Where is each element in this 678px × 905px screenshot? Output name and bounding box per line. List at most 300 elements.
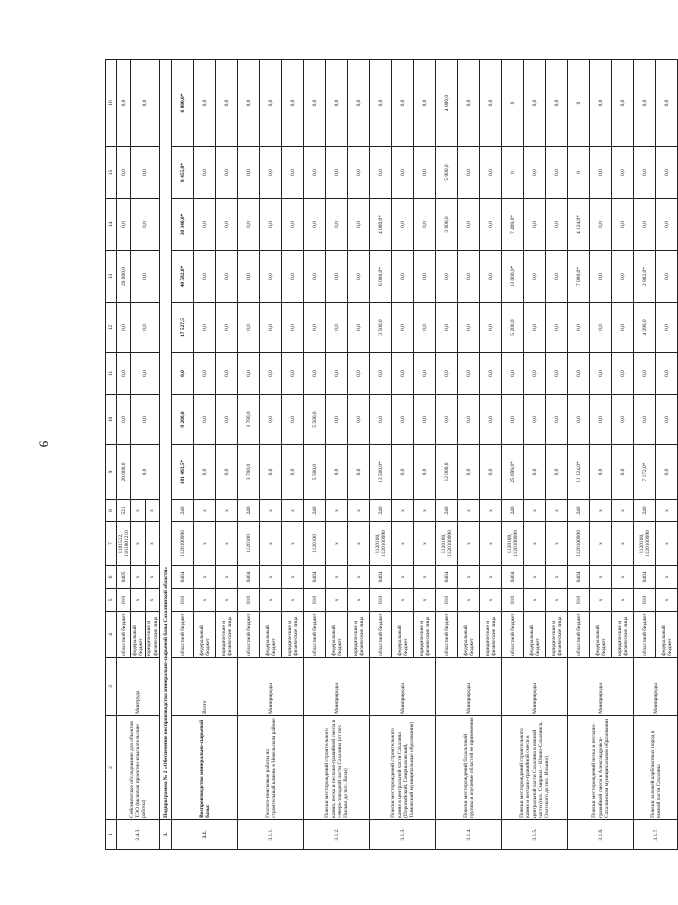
amount-cell: 0,0 bbox=[414, 199, 436, 251]
amount-cell: 0,0 bbox=[326, 445, 348, 500]
funding-source: областной бюджет bbox=[436, 612, 458, 658]
target-code: 1120100, 1120100990 bbox=[634, 522, 656, 566]
measure-name: Воспроизводство минерально-сырьевой базы: bbox=[172, 716, 238, 820]
target-code: 1120100, 1120100990 bbox=[370, 522, 392, 566]
target-code: x bbox=[131, 522, 145, 566]
section-code: x bbox=[145, 566, 159, 589]
target-code: 1120100, 1120100990 bbox=[502, 522, 524, 566]
amount-cell: 0,0 bbox=[194, 199, 216, 251]
amount-cell: 0,0 bbox=[524, 395, 546, 445]
amount-cell: 0,0 bbox=[634, 60, 656, 147]
measure-name: Поиски месторождений строительного камня в центральной части Сахалина (Поронайский, Смирныховский, Тымовский муниципальные образования) bbox=[370, 716, 436, 820]
amount-cell: 0,0 bbox=[282, 60, 304, 147]
amount-cell: 0,0 bbox=[194, 147, 216, 199]
amount-cell: 0,0 bbox=[282, 395, 304, 445]
table-row bbox=[502, 60, 524, 850]
amount-cell: 0 bbox=[568, 60, 590, 147]
amount-cell: 0,0 bbox=[194, 445, 216, 500]
amount-cell: 0,0 bbox=[370, 395, 392, 445]
funding-source: областной бюджет bbox=[238, 612, 260, 658]
executor: Минприроды bbox=[370, 658, 436, 716]
amount-cell: 0,0 bbox=[131, 395, 160, 445]
section-code: x bbox=[590, 566, 612, 589]
budget-table bbox=[105, 59, 678, 850]
column-number: 12 bbox=[106, 303, 117, 353]
amount-cell: 0,0 bbox=[216, 60, 238, 147]
target-code: 1120100, 1120100990 bbox=[436, 522, 458, 566]
column-number: 16 bbox=[106, 60, 117, 147]
amount-cell: 0,0 bbox=[414, 395, 436, 445]
amount-cell: 0,0 bbox=[216, 353, 238, 395]
expense-type-code: x bbox=[194, 500, 216, 522]
grbs-code: x bbox=[458, 589, 480, 612]
column-number: 14 bbox=[106, 199, 117, 251]
section-code: 0404 bbox=[568, 566, 590, 589]
amount-cell: 7 000,0* bbox=[568, 251, 590, 303]
section-code: x bbox=[194, 566, 216, 589]
measure-name: Геолого-поисковые работы на строительный камень в Невельском районе bbox=[238, 716, 304, 820]
expense-type-code: x bbox=[612, 500, 634, 522]
row-number: 3.1.7. bbox=[634, 820, 678, 850]
amount-cell: 0,0 bbox=[131, 199, 160, 251]
amount-cell: 0,0 bbox=[282, 445, 304, 500]
amount-cell: 3 700,0 bbox=[238, 445, 260, 500]
amount-cell: 0,0 bbox=[458, 303, 480, 353]
amount-cell: 0,0 bbox=[656, 445, 678, 500]
amount-cell: 25 699,0* bbox=[502, 445, 524, 500]
section-code: 0404 bbox=[238, 566, 260, 589]
amount-cell: 0,0 bbox=[480, 353, 502, 395]
amount-cell: 0,0 bbox=[656, 199, 678, 251]
amount-cell: 0,0 bbox=[458, 60, 480, 147]
funding-source: юридические и физические лица bbox=[348, 612, 370, 658]
amount-cell: 20 000,0 bbox=[117, 445, 131, 500]
row-number: 2.4.3. bbox=[117, 820, 160, 850]
section-number: 3. bbox=[160, 820, 172, 850]
column-number: 15 bbox=[106, 147, 117, 199]
funding-source: областной бюджет bbox=[568, 612, 590, 658]
table-row bbox=[304, 60, 326, 850]
amount-cell: 0,0 bbox=[260, 303, 282, 353]
amount-cell: 0,0 bbox=[612, 60, 634, 147]
table-row bbox=[568, 60, 590, 850]
amount-cell: 0,0 bbox=[414, 353, 436, 395]
amount-cell: 0,0 bbox=[326, 147, 348, 199]
target-code: 1120100990 bbox=[568, 522, 590, 566]
funding-source: федеральный бюджет bbox=[260, 612, 282, 658]
amount-cell: 0,0 bbox=[117, 303, 131, 353]
expense-type-code: x bbox=[458, 500, 480, 522]
amount-cell: 0,0 bbox=[590, 147, 612, 199]
amount-cell: 7 172,0* bbox=[634, 445, 656, 500]
target-code: 1120100 bbox=[304, 522, 326, 566]
funding-source: юридические и физические лица bbox=[282, 612, 304, 658]
grbs-code: x bbox=[546, 589, 568, 612]
amount-cell: 0,0 bbox=[656, 353, 678, 395]
amount-cell: 0,0 bbox=[370, 147, 392, 199]
executor: Минприроды bbox=[238, 658, 304, 716]
amount-cell: 0,0 bbox=[414, 147, 436, 199]
amount-cell: 0,0 bbox=[131, 445, 160, 500]
amount-cell: 0,0 bbox=[348, 199, 370, 251]
amount-cell: 0,0 bbox=[216, 251, 238, 303]
amount-cell: 0 bbox=[502, 147, 524, 199]
section-code: x bbox=[260, 566, 282, 589]
executor: Минприроды bbox=[568, 658, 634, 716]
grbs-code: x bbox=[131, 589, 145, 612]
section-row bbox=[160, 60, 172, 850]
funding-source: юридические и физические лица bbox=[612, 612, 634, 658]
section-code: 0404 bbox=[502, 566, 524, 589]
amount-cell: 13 500,0* bbox=[370, 445, 392, 500]
target-code: x bbox=[216, 522, 238, 566]
amount-cell: 0,0 bbox=[656, 303, 678, 353]
amount-cell: 0,0 bbox=[524, 147, 546, 199]
amount-cell: 0,0 bbox=[260, 251, 282, 303]
amount-cell: 0,0 bbox=[546, 445, 568, 500]
section-title: Подпрограмма № 2 «Обеспечение воспроизводства минерально-сырьевой базы Сахалинской области» bbox=[160, 60, 172, 820]
amount-cell: 0,0 bbox=[304, 147, 326, 199]
grbs-code: 010 bbox=[172, 589, 194, 612]
expense-type-code: x bbox=[414, 500, 436, 522]
amount-cell: 0,0 bbox=[260, 353, 282, 395]
executor: Минприроды bbox=[436, 658, 502, 716]
amount-cell: 0,0 bbox=[612, 353, 634, 395]
expense-type-code: 240 bbox=[238, 500, 260, 522]
target-code: x bbox=[480, 522, 502, 566]
grbs-code: x bbox=[326, 589, 348, 612]
amount-cell: 17 527,5 bbox=[172, 303, 194, 353]
expense-type-code: x bbox=[524, 500, 546, 522]
amount-cell: 0,0 bbox=[238, 303, 260, 353]
amount-cell: 0,0 bbox=[612, 251, 634, 303]
funding-source: юридические и физические лица bbox=[414, 612, 436, 658]
amount-cell: 0,0 bbox=[414, 445, 436, 500]
expense-type-code: 240 bbox=[502, 500, 524, 522]
section-code: 0404 bbox=[634, 566, 656, 589]
amount-cell: 0,0 bbox=[524, 60, 546, 147]
funding-source: юридические и физические лица bbox=[216, 612, 238, 658]
amount-cell: 0,0 bbox=[117, 60, 131, 147]
amount-cell: 6 000,0* bbox=[172, 60, 194, 147]
section-code: 0404 bbox=[436, 566, 458, 589]
amount-cell: 0,0 bbox=[392, 395, 414, 445]
funding-source: юридические и физические лица bbox=[145, 612, 159, 658]
amount-cell: 0,0 bbox=[348, 60, 370, 147]
target-code: 1120100 bbox=[238, 522, 260, 566]
section-code: x bbox=[524, 566, 546, 589]
amount-cell: 0,0 bbox=[194, 395, 216, 445]
amount-cell: 0,0 bbox=[131, 251, 160, 303]
amount-cell: 0,0 bbox=[392, 251, 414, 303]
amount-cell: 2 882,0* bbox=[634, 251, 656, 303]
amount-cell: 30 340,0* bbox=[172, 199, 194, 251]
amount-cell: 0,0 bbox=[414, 251, 436, 303]
amount-cell: 0,0 bbox=[634, 353, 656, 395]
amount-cell: 0,0 bbox=[370, 60, 392, 147]
expense-type-code: 240 bbox=[634, 500, 656, 522]
grbs-code: x bbox=[414, 589, 436, 612]
grbs-code: 010 bbox=[117, 589, 131, 612]
amount-cell: 0,0 bbox=[117, 353, 131, 395]
amount-cell: 0,0 bbox=[260, 395, 282, 445]
amount-cell: 0 bbox=[568, 147, 590, 199]
funding-source: областной бюджет bbox=[117, 612, 131, 658]
expense-type-code: x bbox=[326, 500, 348, 522]
amount-cell: 4 000,0* bbox=[370, 199, 392, 251]
amount-cell: 0,0 bbox=[194, 60, 216, 147]
amount-cell: 0,0 bbox=[568, 395, 590, 445]
target-code: x bbox=[656, 522, 678, 566]
column-number: 10 bbox=[106, 395, 117, 445]
target-code: x bbox=[145, 522, 159, 566]
grbs-code: 010 bbox=[370, 589, 392, 612]
amount-cell: 0,0 bbox=[117, 199, 131, 251]
amount-cell: 0,0 bbox=[260, 445, 282, 500]
amount-cell: 0,0 bbox=[194, 353, 216, 395]
amount-cell: 0,0 bbox=[392, 445, 414, 500]
amount-cell: 0,0 bbox=[392, 147, 414, 199]
target-code: x bbox=[458, 522, 480, 566]
column-number: 4 bbox=[106, 612, 117, 658]
amount-cell: 0,0 bbox=[458, 251, 480, 303]
amount-cell: 0,0 bbox=[326, 251, 348, 303]
amount-cell: 13 000,0* bbox=[502, 251, 524, 303]
funding-source: федеральный бюджет bbox=[326, 612, 348, 658]
amount-cell: 0,0 bbox=[568, 303, 590, 353]
grbs-code: x bbox=[260, 589, 282, 612]
grbs-code: x bbox=[145, 589, 159, 612]
table-row bbox=[634, 60, 656, 850]
section-code: x bbox=[458, 566, 480, 589]
section-code: x bbox=[546, 566, 568, 589]
grbs-code: 010 bbox=[238, 589, 260, 612]
amount-cell: 0,0 bbox=[326, 199, 348, 251]
amount-cell: 0,0 bbox=[348, 303, 370, 353]
amount-cell: 3 700,0 bbox=[238, 395, 260, 445]
row-number: 3.1. bbox=[172, 820, 238, 850]
expense-type-code: x bbox=[145, 500, 159, 522]
amount-cell: 0,0 bbox=[348, 147, 370, 199]
amount-cell: 0,0 bbox=[612, 395, 634, 445]
target-code: x bbox=[546, 522, 568, 566]
section-code: x bbox=[216, 566, 238, 589]
grbs-code: x bbox=[656, 589, 678, 612]
amount-cell: 0,0 bbox=[480, 60, 502, 147]
funding-source: областной бюджет bbox=[634, 612, 656, 658]
expense-type-code: x bbox=[216, 500, 238, 522]
amount-cell: 0,0 bbox=[480, 445, 502, 500]
column-number: 1 bbox=[106, 820, 117, 850]
amount-cell: 0,0 bbox=[260, 147, 282, 199]
amount-cell: 0,0 bbox=[546, 251, 568, 303]
amount-cell: 0,0 bbox=[282, 353, 304, 395]
grbs-code: 010 bbox=[568, 589, 590, 612]
amount-cell: 0,0 bbox=[436, 251, 458, 303]
amount-cell: 0,0 bbox=[238, 147, 260, 199]
column-number: 7 bbox=[106, 522, 117, 566]
row-number: 3.1.6. bbox=[568, 820, 634, 850]
section-code: x bbox=[656, 566, 678, 589]
section-code: x bbox=[348, 566, 370, 589]
column-number: 8 bbox=[106, 500, 117, 522]
measure-name: Поиски залежей карбонатных пород в южной части Сахалина bbox=[634, 716, 678, 820]
amount-cell: 0,0 bbox=[282, 303, 304, 353]
amount-cell: 0,0 bbox=[436, 395, 458, 445]
amount-cell: 0,0 bbox=[326, 353, 348, 395]
amount-cell: 11 124,0* bbox=[568, 445, 590, 500]
funding-source: областной бюджет bbox=[172, 612, 194, 658]
amount-cell: 0,0 bbox=[414, 303, 436, 353]
amount-cell: 0,0 bbox=[480, 147, 502, 199]
amount-cell: 5 500,0 bbox=[304, 445, 326, 500]
amount-cell: 0,0 bbox=[480, 199, 502, 251]
amount-cell: 0,0 bbox=[458, 395, 480, 445]
table-row bbox=[436, 60, 458, 850]
amount-cell: 0,0 bbox=[348, 395, 370, 445]
amount-cell: 0 bbox=[502, 60, 524, 147]
amount-cell: 0,0 bbox=[282, 147, 304, 199]
budget-table-sheet bbox=[105, 60, 673, 850]
amount-cell: 0,0 bbox=[502, 395, 524, 445]
expense-type-code: 240 bbox=[370, 500, 392, 522]
amount-cell: 0,0 bbox=[131, 60, 160, 147]
amount-cell: 0,0 bbox=[524, 199, 546, 251]
amount-cell: 0,0 bbox=[194, 251, 216, 303]
grbs-code: x bbox=[216, 589, 238, 612]
amount-cell: 5 000,0 bbox=[436, 147, 458, 199]
table-row bbox=[117, 60, 131, 850]
grbs-code: 010 bbox=[436, 589, 458, 612]
table-row bbox=[238, 60, 260, 850]
grbs-code: x bbox=[612, 589, 634, 612]
amount-cell: 0,0 bbox=[326, 395, 348, 445]
executor: Минприроды bbox=[634, 658, 678, 716]
amount-cell: 0,0 bbox=[370, 353, 392, 395]
amount-cell: 0,0 bbox=[480, 395, 502, 445]
expense-type-code: x bbox=[131, 500, 145, 522]
target-code: x bbox=[348, 522, 370, 566]
measure-name: Поиски месторождений строительного камня и песчано-гравийной смеси в центральной части Сахалина в южной части (пос. Смирных – Южно-Сахалинск, Охотского до пос. Ильино) bbox=[502, 716, 568, 820]
amount-cell: 0,0 bbox=[414, 60, 436, 147]
amount-cell: 0,0 bbox=[634, 199, 656, 251]
amount-cell: 0,0 bbox=[282, 199, 304, 251]
amount-cell: 0,0 bbox=[546, 199, 568, 251]
row-number: 3.1.5. bbox=[502, 820, 568, 850]
funding-source: юридические и физические лица bbox=[546, 612, 568, 658]
amount-cell: 0,0 bbox=[304, 353, 326, 395]
amount-cell: 0,0 bbox=[260, 60, 282, 147]
measure-name: Сейсмическое обследование для объектов ТЭО (включая проектно-изыскательские работы) bbox=[117, 716, 160, 820]
amount-cell: 40 582,0* bbox=[172, 251, 194, 303]
amount-cell: 0,0 bbox=[131, 353, 160, 395]
amount-cell: 0,0 bbox=[524, 251, 546, 303]
column-number: 2 bbox=[106, 716, 117, 820]
funding-source: федеральный бюджет bbox=[194, 612, 216, 658]
amount-cell: 0,0 bbox=[348, 445, 370, 500]
amount-cell: 0,0 bbox=[590, 303, 612, 353]
amount-cell: 0,0 bbox=[304, 60, 326, 147]
amount-cell: 0,0 bbox=[458, 353, 480, 395]
expense-type-code: 240 bbox=[304, 500, 326, 522]
amount-cell: 0,0 bbox=[546, 147, 568, 199]
amount-cell: 0,0 bbox=[436, 353, 458, 395]
amount-cell: 0,0 bbox=[656, 60, 678, 147]
amount-cell: 0,0 bbox=[546, 60, 568, 147]
amount-cell: 0,0 bbox=[612, 147, 634, 199]
amount-cell: 0,0 bbox=[612, 199, 634, 251]
measure-name: Поиски месторождений строительного камня, песка и песчано-гравийной смеси в северо-западной части Сахалина (от пос. Пильво до пос. Вахи) bbox=[304, 716, 370, 820]
amount-cell: 0,0 bbox=[131, 303, 160, 353]
expense-type-code: x bbox=[546, 500, 568, 522]
amount-cell: 0,0 bbox=[590, 445, 612, 500]
amount-cell: 0,0 bbox=[502, 353, 524, 395]
expense-type-code: x bbox=[348, 500, 370, 522]
amount-cell: 12 000,0 bbox=[436, 445, 458, 500]
grbs-code: x bbox=[480, 589, 502, 612]
amount-cell: 0,0 bbox=[260, 199, 282, 251]
amount-cell: 0,0 bbox=[117, 395, 131, 445]
amount-cell: 9 200,0 bbox=[172, 395, 194, 445]
column-number-row bbox=[106, 60, 117, 850]
target-code: 1120100990 bbox=[172, 522, 194, 566]
expense-type-code: x bbox=[480, 500, 502, 522]
amount-cell: 0,0 bbox=[392, 60, 414, 147]
amount-cell: 0,0 bbox=[546, 395, 568, 445]
row-number: 3.1.2. bbox=[304, 820, 370, 850]
amount-cell: 0,0 bbox=[392, 303, 414, 353]
section-code: x bbox=[612, 566, 634, 589]
amount-cell: 0,0 bbox=[546, 353, 568, 395]
amount-cell: 0,0 bbox=[546, 303, 568, 353]
column-number: 9 bbox=[106, 445, 117, 500]
amount-cell: 0,0 bbox=[117, 147, 131, 199]
expense-type-code: x bbox=[590, 500, 612, 522]
amount-cell: 4 290,0 bbox=[634, 303, 656, 353]
amount-cell: 0,0 bbox=[634, 395, 656, 445]
amount-cell: 0,0 bbox=[392, 353, 414, 395]
amount-cell: 0,0 bbox=[590, 60, 612, 147]
section-code: x bbox=[326, 566, 348, 589]
target-code: x bbox=[414, 522, 436, 566]
amount-cell: 0,0 bbox=[348, 353, 370, 395]
grbs-code: 010 bbox=[502, 589, 524, 612]
amount-cell: 0,0 bbox=[524, 303, 546, 353]
section-code: x bbox=[392, 566, 414, 589]
amount-cell: 0,0 bbox=[304, 303, 326, 353]
funding-source: федеральный бюджет bbox=[524, 612, 546, 658]
amount-cell: 0,0 bbox=[524, 445, 546, 500]
amount-cell: 0,0 bbox=[480, 303, 502, 353]
expense-type-code: x bbox=[392, 500, 414, 522]
section-code: 0404 bbox=[172, 566, 194, 589]
amount-cell: 0,0 bbox=[392, 199, 414, 251]
amount-cell: 0,0 bbox=[326, 303, 348, 353]
measure-name: Поиски месторождений песка и песчано-гравийной смеси в Александровск-Сахалинском муниципальном образовании bbox=[568, 716, 634, 820]
funding-source: областной бюджет bbox=[370, 612, 392, 658]
grbs-code: x bbox=[392, 589, 414, 612]
amount-cell: 0,0 bbox=[634, 147, 656, 199]
row-number: 3.1.4. bbox=[436, 820, 502, 850]
executor: Минприроды bbox=[304, 658, 370, 716]
section-code: x bbox=[414, 566, 436, 589]
funding-source: федеральный бюджет bbox=[590, 612, 612, 658]
expense-type-code: 240 bbox=[172, 500, 194, 522]
column-number: 13 bbox=[106, 251, 117, 303]
table-row bbox=[172, 60, 194, 850]
column-number: 5 bbox=[106, 589, 117, 612]
amount-cell: 0,0 bbox=[590, 395, 612, 445]
